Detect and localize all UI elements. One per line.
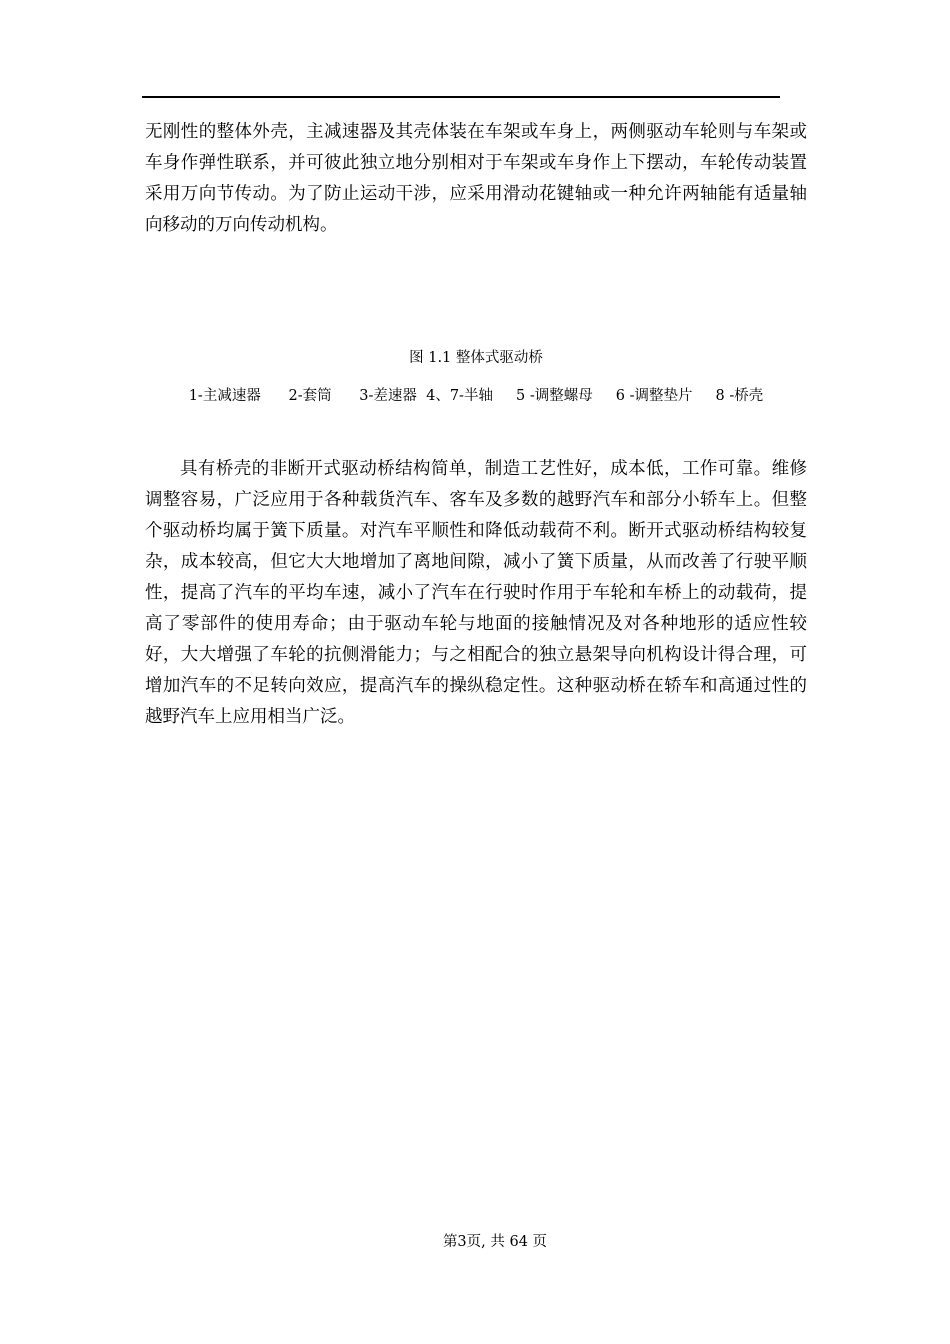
- figure-legend: [145, 386, 807, 406]
- body-paragraph: 具有桥壳的非断开式驱动桥结构简单，制造工艺性好，成本低，工作可靠。维修调整容易，广泛应用于各种载货汽车、客车及多数的越野汽车和部分小轿车上。但整个驱动桥均属于簧下质量。对汽车平顺性和降低动载荷不利。断开式驱动桥结构较复杂，成本较高，但它大大地增加了离地间隙，减小了簧下质量，从而改善了行驶平顺性，提高了汽车的平均车速，减小了汽车在行驶时作用于车轮和车桥上的动载荷，提高了零部件的使用寿命；由于驱动车轮与地面的接触情况及对各种地形的适应性较好，大大增强了车轮的抗侧滑能力；与之相配合的独立悬架导向机构设计得合理，可增加汽车的不足转向效应，提高汽车的操纵稳定性。这种驱动桥在轿车和高通过性的越野汽车上应用相当广泛。: [145, 459, 807, 727]
- page-footer: 第3页, 共 64 页: [442, 1234, 548, 1250]
- figure-legend-text: 1-主减速器 2-套筒 3-差速器 4、7-半轴 5 -调整螺母 6 -调整垫片 8 -桥壳: [188, 388, 764, 404]
- header-rule: [142, 96, 780, 98]
- figure-caption: 图 1.1 整体式驱动桥: [409, 350, 543, 366]
- body-paragraph-continued: 无刚性的整体外壳，主减速器及其壳体装在车架或车身上，两侧驱动车轮则与车架或车身作弹性联系，并可彼此独立地分别相对于车架或车身作上下摆动，车轮传动装置采用万向节传动。为了防止运动干涉，应采用滑动花键轴或一种允许两轴能有适量轴向移动的万向传动机构。: [145, 122, 807, 235]
